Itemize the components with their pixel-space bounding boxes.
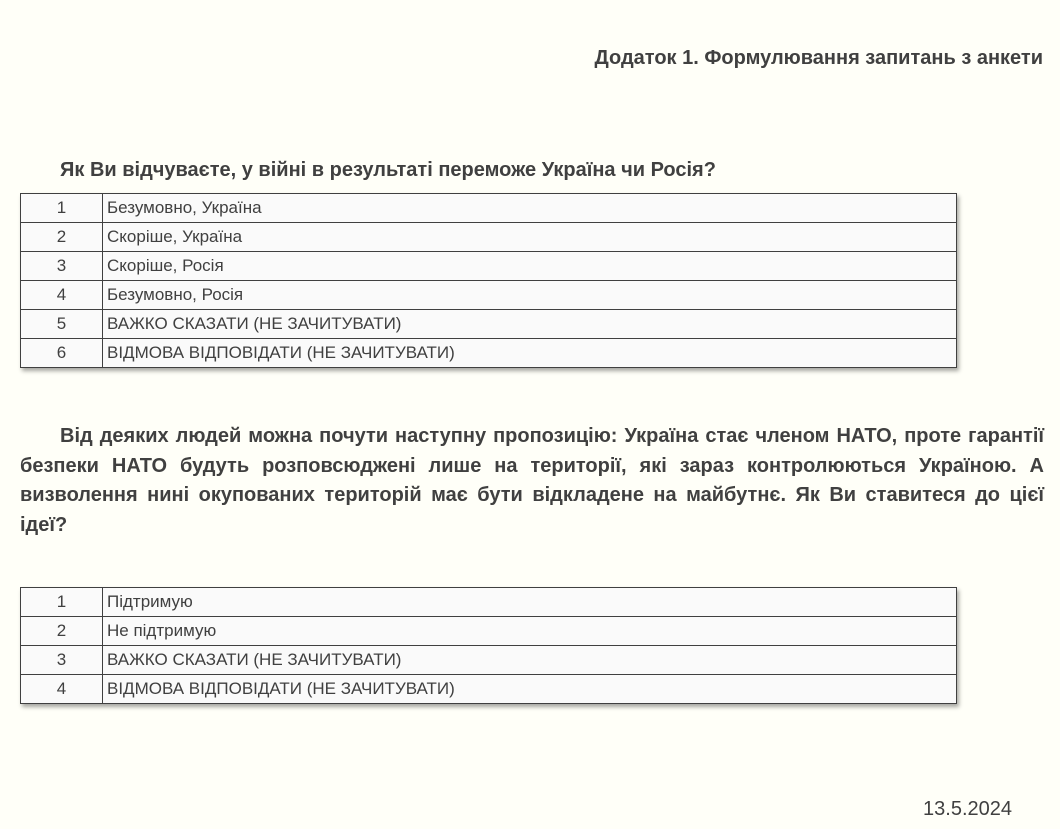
- option-number: 1: [21, 194, 103, 223]
- option-number: 1: [21, 588, 103, 617]
- table-row: [21, 646, 957, 675]
- option-label: ВАЖКО СКАЗАТИ (НЕ ЗАЧИТУВАТИ): [103, 310, 957, 339]
- question-2-options-table: [20, 587, 957, 704]
- option-label: ВІДМОВА ВІДПОВІДАТИ (НЕ ЗАЧИТУВАТИ): [103, 675, 957, 704]
- option-label: Підтримую: [103, 588, 957, 617]
- option-label: ВІДМОВА ВІДПОВІДАТИ (НЕ ЗАЧИТУВАТИ): [103, 339, 957, 368]
- option-number: 5: [21, 310, 103, 339]
- option-number: 4: [21, 281, 103, 310]
- table-row: [21, 310, 957, 339]
- table-row: [21, 675, 957, 704]
- option-label: Скоріше, Росія: [103, 252, 957, 281]
- table-row: [21, 617, 957, 646]
- table-row: [21, 194, 957, 223]
- question-2-text: Від деяких людей можна почути наступну пропозицію: Україна стає членом НАТО, проте гарантії безпеки НАТО будуть розповсюджені лише на території, які зараз контролюються Україною. А визволення нині окупованих територій має бути відкладене на майбутнє. Як Ви ставитеся до цієї ідеї?: [20, 425, 1044, 536]
- option-number: 2: [21, 223, 103, 252]
- option-number: 3: [21, 646, 103, 675]
- option-number: 4: [21, 675, 103, 704]
- option-number: 3: [21, 252, 103, 281]
- table-row: [21, 339, 957, 368]
- option-label: Безумовно, Росія: [103, 281, 957, 310]
- option-number: 2: [21, 617, 103, 646]
- option-label: ВАЖКО СКАЗАТИ (НЕ ЗАЧИТУВАТИ): [103, 646, 957, 675]
- option-label: Безумовно, Україна: [103, 194, 957, 223]
- option-label: Не підтримую: [103, 617, 957, 646]
- document-date: 13.5.2024: [923, 798, 1012, 820]
- option-number: 6: [21, 339, 103, 368]
- appendix-heading: Додаток 1. Формулювання запитань з анкети: [594, 47, 1043, 69]
- table-row: [21, 281, 957, 310]
- question-1-text: Як Ви відчуваєте, у війні в результаті переможе Україна чи Росія?: [60, 159, 716, 181]
- table-row: [21, 223, 957, 252]
- option-label: Скоріше, Україна: [103, 223, 957, 252]
- table-row: [21, 588, 957, 617]
- table-row: [21, 252, 957, 281]
- question-1-options-table: [20, 193, 957, 368]
